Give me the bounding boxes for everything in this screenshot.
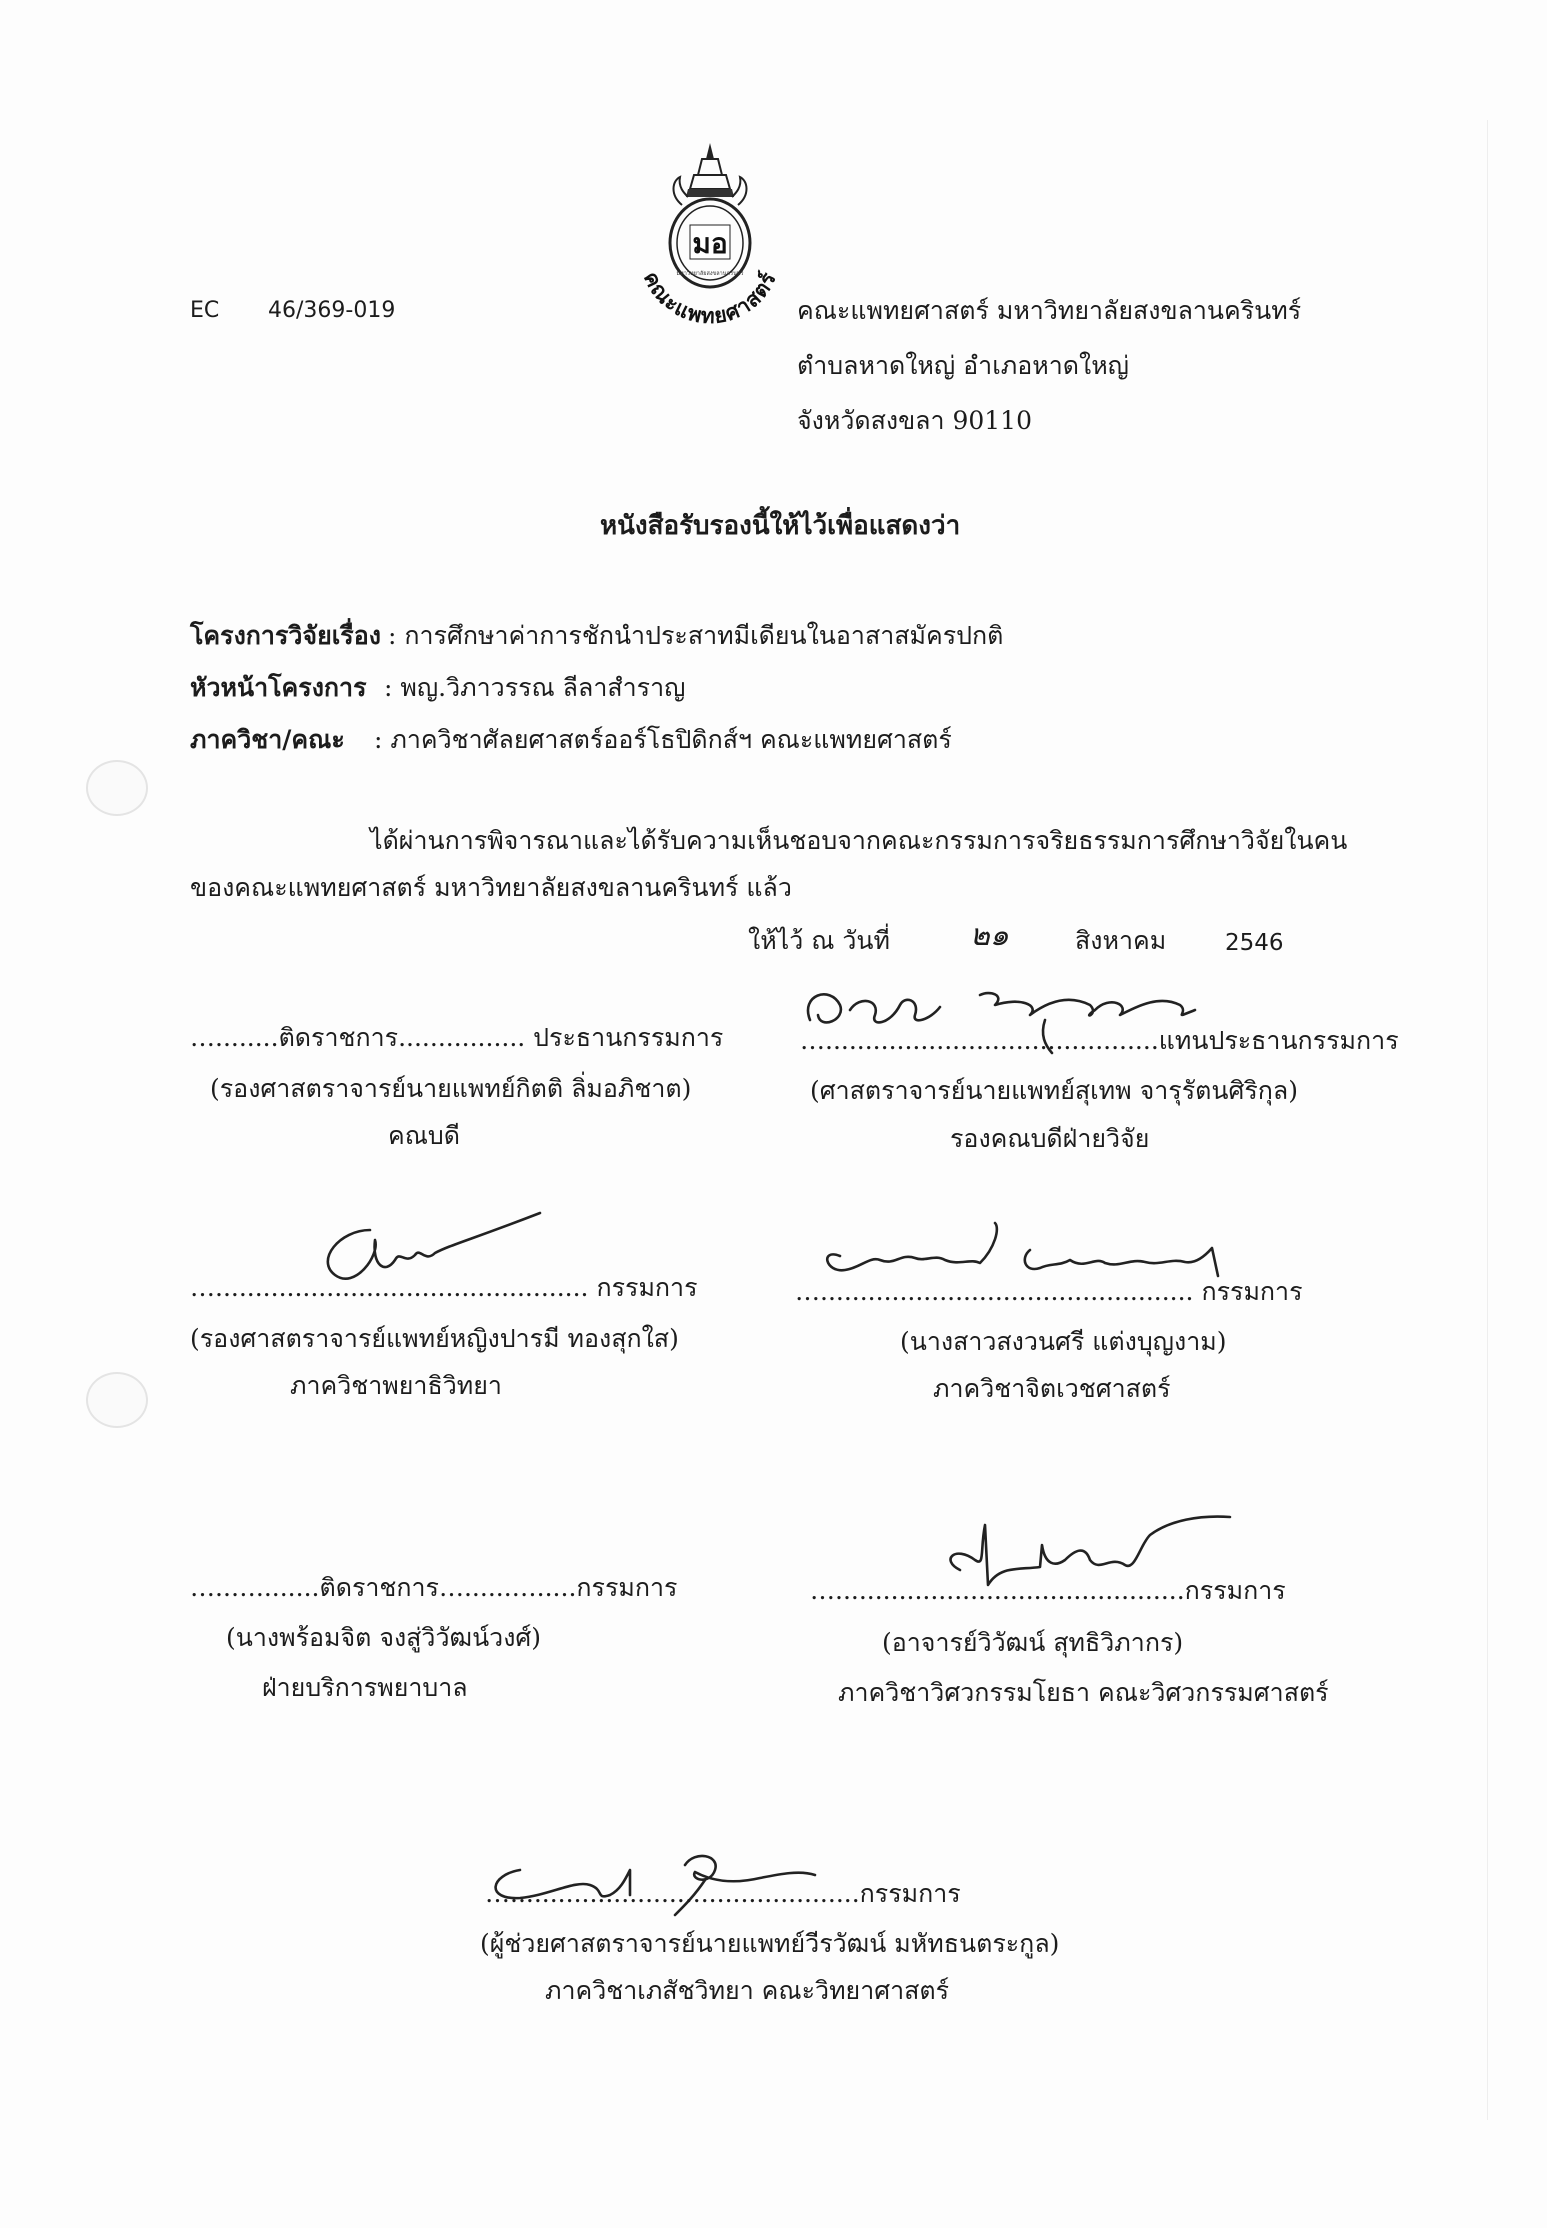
address-line-1: คณะแพทยศาสตร์ มหาวิทยาลัยสงขลานครินทร์ — [797, 296, 1302, 325]
signatory-1-name: (รองศาสตราจารย์นายแพทย์กิตติ ลิ่มอภิชาต) — [210, 1074, 692, 1103]
seal-arc-text: คณะแพทยศาสตร์ — [638, 267, 782, 329]
punch-hole — [86, 760, 148, 816]
reference-number: 46/369-019 — [268, 298, 396, 323]
signatory-6-position: ภาควิชาวิศวกรรมโยธา คณะวิศวกรรมศาสตร์ — [838, 1678, 1329, 1707]
address-line-2: ตำบลหาดใหญ่ อำเภอหาดใหญ่ — [797, 351, 1129, 380]
date-month: สิงหาคม — [1075, 926, 1167, 955]
project-leader-value: : พญ.วิภาวรรณ ลีลาสำราญ — [384, 673, 686, 702]
certificate-heading: หนังสือรับรองนี้ให้ไว้เพื่อแสดงว่า — [600, 511, 961, 541]
signatory-3-line: …............................................... กรรมการ — [190, 1273, 698, 1302]
signatory-6-name: (อาจารย์วิวัฒน์ สุทธิวิภากร) — [882, 1628, 1184, 1657]
signatory-6-line: …............................................กรรมการ — [810, 1576, 1286, 1605]
date-day: ๒๑ — [970, 918, 1009, 953]
project-title-value: : การศึกษาค่าการชักนำประสาทมีเดียนในอาสาสมัครปกติ — [388, 621, 1004, 650]
reference-code: EC — [190, 298, 220, 323]
project-dept-label: ภาควิชา/คณะ — [190, 725, 345, 754]
signatory-5-line: …..…........ติดราชการ…......….....กรรมการ — [190, 1573, 678, 1602]
signatory-1-line: …........ติดราชการ................ ประธานกรรมการ — [190, 1023, 724, 1052]
signatory-7-line: …............................................กรรมการ — [485, 1879, 961, 1908]
signatory-5-name: (นางพร้อมจิต จงสู่วิวัฒน์วงศ์) — [226, 1623, 542, 1652]
seal-inner-inscription: มหาวิทยาลัยสงขลานครินทร์ — [676, 271, 744, 277]
signatory-2-line: …..........................................แทนประธานกรรมการ — [800, 1026, 1399, 1055]
body-line-2: ของคณะแพทยศาสตร์ มหาวิทยาลัยสงขลานครินทร์ แล้ว — [190, 873, 792, 902]
signatory-4-position: ภาควิชาจิตเวชศาสตร์ — [933, 1374, 1171, 1403]
signatory-2-position: รองคณบดีฝ่ายวิจัย — [950, 1124, 1150, 1153]
signatory-3-name: (รองศาสตราจารย์แพทย์หญิงปารมี ทองสุกใส) — [190, 1324, 679, 1353]
seal-monogram: มอ — [692, 227, 728, 260]
signatory-3-position: ภาควิชาพยาธิวิทยา — [290, 1371, 502, 1400]
date-year: 2546 — [1225, 930, 1284, 956]
faculty-seal-logo — [610, 135, 810, 335]
page-edge-line — [1487, 120, 1488, 2120]
project-title-label: โครงการวิจัยเรื่อง — [190, 621, 381, 650]
address-line-3: จังหวัดสงขลา 90110 — [797, 406, 1032, 435]
signatory-7-name: (ผู้ช่วยศาสตราจารย์นายแพทย์วีรวัฒน์ มหัทธนตระกูล) — [480, 1929, 1060, 1958]
signatory-4-name: (นางสาวสงวนศรี แต่งบุญงาม) — [900, 1327, 1227, 1356]
signatory-2-name: (ศาสตราจารย์นายแพทย์สุเทพ จารุรัตนศิริกุล) — [810, 1076, 1298, 1105]
signatory-1-position: คณบดี — [388, 1121, 461, 1150]
project-dept-value: : ภาควิชาศัลยศาสตร์ออร์โธปิดิกส์ฯ คณะแพทยศาสตร์ — [374, 725, 952, 754]
punch-hole — [86, 1372, 148, 1428]
signatory-4-line: …............................................... กรรมการ — [795, 1277, 1303, 1306]
project-leader-label: หัวหน้าโครงการ — [190, 673, 367, 702]
signatory-7-position: ภาควิชาเภสัชวิทยา คณะวิทยาศาสตร์ — [545, 1976, 950, 2005]
signatory-5-position: ฝ่ายบริการพยาบาล — [262, 1673, 468, 1702]
date-prefix: ให้ไว้ ณ วันที่ — [748, 926, 890, 955]
body-line-1: ได้ผ่านการพิจารณาและได้รับความเห็นชอบจากคณะกรรมการจริยธรรมการศึกษาวิจัยในคน — [370, 826, 1348, 855]
